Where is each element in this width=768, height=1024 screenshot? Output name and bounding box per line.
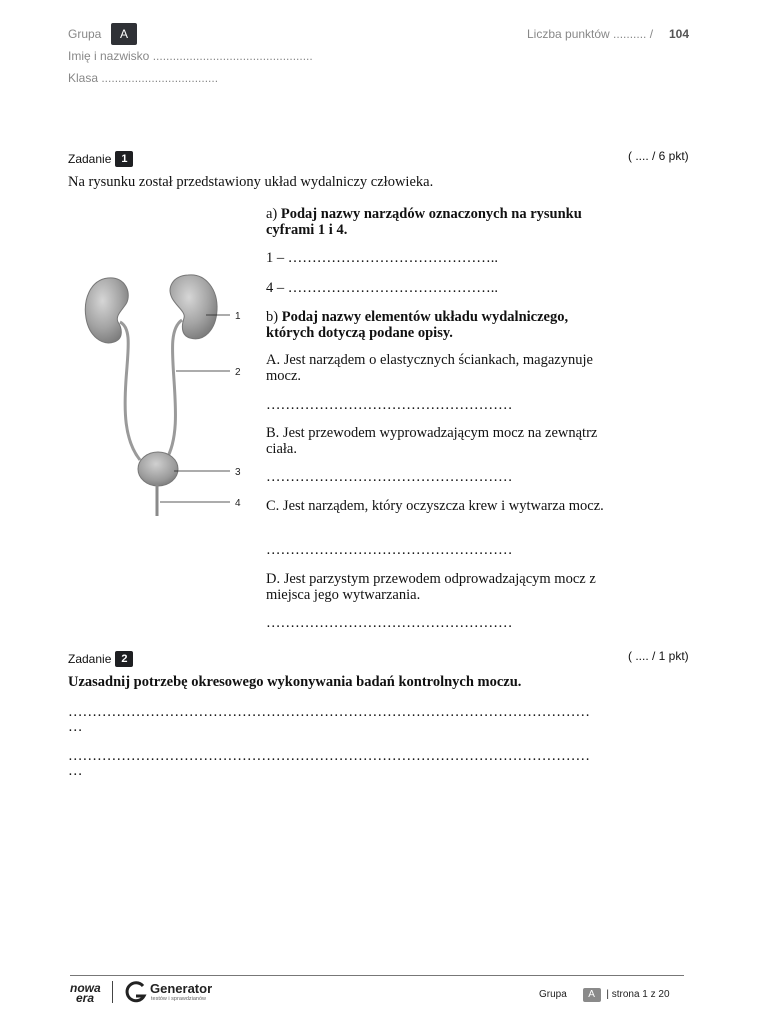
footer-group-badge: A bbox=[583, 988, 601, 1002]
task1-points: ( .... / 6 pkt) bbox=[628, 149, 689, 163]
task1-label: Zadanie bbox=[68, 152, 112, 166]
logo-era-text: era bbox=[76, 991, 95, 1005]
task1-question-a bbox=[266, 206, 611, 238]
description-b: B. Jest przewodem wyprowadzającym mocz na zewnątrz ciała. bbox=[266, 425, 598, 457]
task2-label: Zadanie bbox=[68, 652, 112, 666]
task2-points: ( .... / 1 pkt) bbox=[628, 649, 689, 663]
description-c: C. Jest narządem, który oczyszcza krew i wytwarza mocz. bbox=[266, 498, 604, 514]
answer-line-1: 1 – …………………………………….. bbox=[266, 250, 498, 266]
answer-line-d: …………………………………………… bbox=[266, 615, 513, 631]
footer-page-number: | strona 1 z 20 bbox=[606, 989, 670, 1000]
task2-answer-line-2-end: … bbox=[68, 763, 83, 779]
answer-line-c: …………………………………………… bbox=[266, 542, 513, 558]
task2-question: Uzasadnij potrzebę okresowego wykonywania badań kontrolnych moczu. bbox=[68, 674, 522, 690]
generator-g-icon bbox=[124, 981, 148, 1003]
bladder bbox=[138, 452, 178, 486]
figure-label-2: 2 bbox=[235, 367, 241, 378]
task2-heading bbox=[68, 651, 133, 667]
name-field: Imię i nazwisko ................................................ bbox=[68, 49, 313, 63]
footer-logo-divider bbox=[112, 981, 113, 1003]
nowa-era-logo bbox=[70, 983, 101, 1003]
grupa-badge: A bbox=[111, 23, 137, 45]
class-field: Klasa ................................... bbox=[68, 71, 219, 85]
figure-label-3: 3 bbox=[235, 467, 241, 478]
task1-heading bbox=[68, 151, 133, 167]
task1-number: 1 bbox=[115, 151, 133, 167]
generator-title: Generator bbox=[150, 981, 213, 996]
description-a: A. Jest narządem o elastycznych ściankach, magazynuje mocz. bbox=[266, 352, 593, 384]
task1-b-prefix: b) bbox=[266, 309, 279, 325]
description-d: D. Jest parzystym przewodem odprowadzającym mocz z miejsca jego wytwarzania. bbox=[266, 571, 596, 603]
task2-answer-line-2: ……………………………………………………………………………………………… bbox=[68, 748, 590, 764]
task2-answer-line-1-end: … bbox=[68, 719, 83, 735]
grupa-label: Grupa bbox=[68, 27, 102, 41]
task2-answer-line-1: ……………………………………………………………………………………………… bbox=[68, 704, 590, 720]
kidney-left bbox=[85, 278, 128, 343]
task1-b-text: Podaj nazwy elementów układu wydalniczego, których dotyczą podane opisy. bbox=[266, 309, 569, 341]
figure-label-1: 1 bbox=[235, 311, 241, 322]
urinary-system-figure bbox=[78, 270, 250, 525]
task1-a-text: Podaj nazwy narządów oznaczonych na rysunku cyframi 1 i 4. bbox=[266, 206, 582, 238]
footer-group bbox=[539, 988, 670, 1002]
footer-group-label: Grupa bbox=[539, 989, 567, 1000]
points-total: 104 bbox=[669, 27, 690, 41]
points-label: Liczba punktów .......... / bbox=[527, 27, 654, 41]
answer-line-b: …………………………………………… bbox=[266, 469, 513, 485]
task1-question-b bbox=[266, 309, 611, 341]
footer-divider bbox=[70, 975, 684, 976]
logo-nowa-text: nowa bbox=[70, 981, 101, 995]
figure-label-4: 4 bbox=[235, 498, 241, 509]
answer-line-a: …………………………………………… bbox=[266, 397, 513, 413]
task1-intro: Na rysunku został przedstawiony układ wydalniczy człowieka. bbox=[68, 174, 434, 190]
generator-subtitle: testów i sprawdzianów bbox=[151, 996, 207, 1002]
ureters bbox=[120, 320, 182, 460]
answer-line-4: 4 – …………………………………….. bbox=[266, 280, 498, 296]
task2-number: 2 bbox=[115, 651, 133, 667]
kidney-right bbox=[170, 275, 217, 339]
task1-a-prefix: a) bbox=[266, 206, 278, 222]
